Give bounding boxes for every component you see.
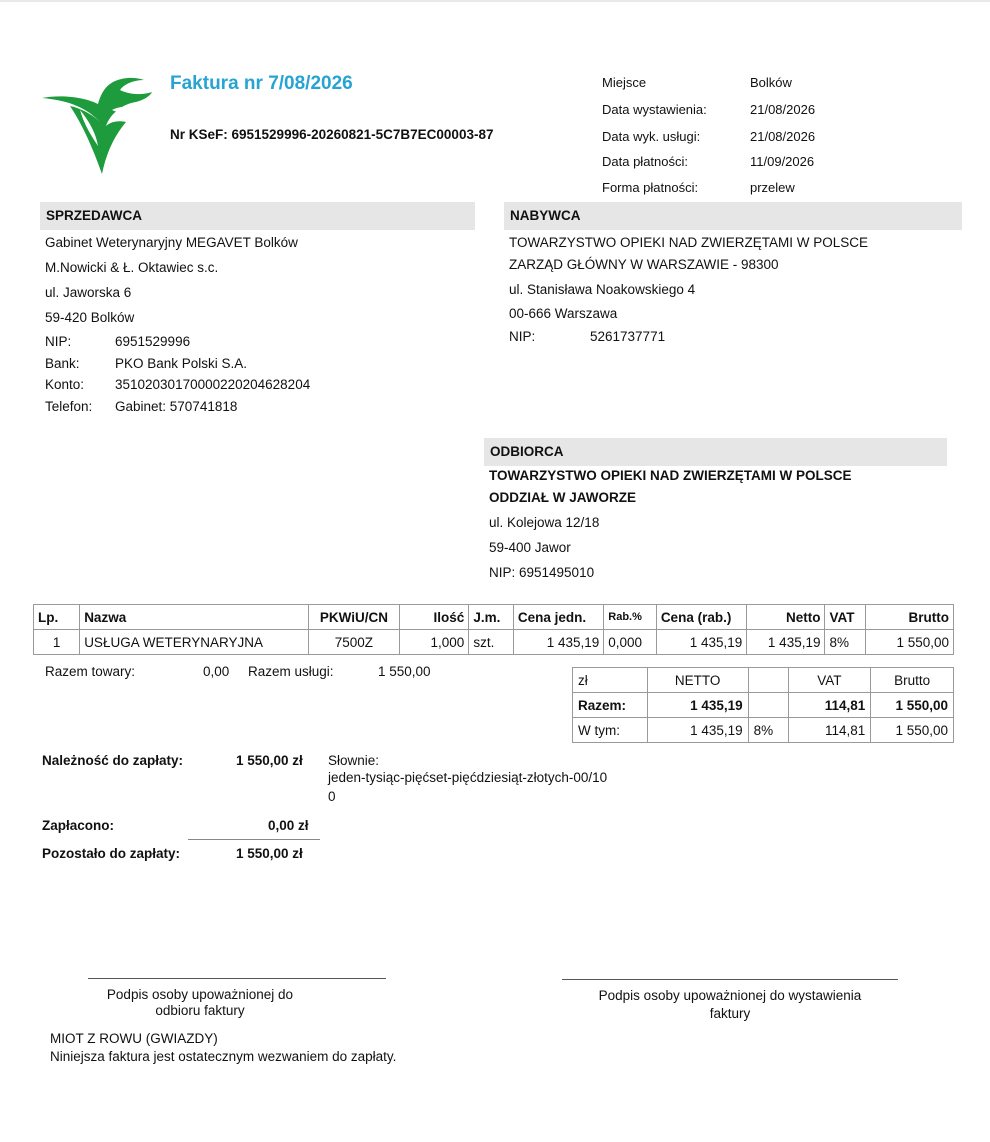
- cell-discount: 0,000: [604, 630, 657, 655]
- vat-gross-header: Brutto: [871, 668, 954, 693]
- footer-note: MIOT Z ROWU (GWIAZDY): [50, 1031, 218, 1046]
- recipient-line: ul. Kolejowa 12/18: [489, 515, 600, 530]
- cell-net: 1 435,19: [747, 630, 825, 655]
- vat-total-net: 1 435,19: [647, 693, 748, 718]
- col-qty: Ilość: [399, 605, 469, 630]
- col-lp: Lp.: [34, 605, 80, 630]
- remaining-amount: 1 550,00 zł: [236, 846, 303, 861]
- vat-total-rate: [748, 693, 788, 718]
- col-discount: Rab.%: [604, 605, 657, 630]
- vat-currency: zł: [573, 668, 648, 693]
- paid-label: Zapłacono:: [42, 818, 115, 833]
- amount-words: jeden-tysiąc-pięćset-pięćdziesiąt-złotych-00/10: [328, 770, 608, 785]
- seller-nip: 6951529996: [115, 334, 191, 349]
- meta-issue-date-value: 21/08/2026: [750, 102, 816, 117]
- seller-account-label: Konto:: [45, 377, 85, 392]
- remaining-label: Pozostało do zapłaty:: [42, 846, 181, 861]
- seller-line: ul. Jaworska 6: [45, 285, 132, 300]
- vat-total-vat: 114,81: [788, 693, 871, 718]
- seller-line: M.Nowicki & Ł. Oktawiec s.c.: [45, 260, 219, 275]
- buyer-line: ul. Stanisława Noakowskiego 4: [509, 282, 696, 297]
- seller-line: 59-420 Bolków: [45, 310, 135, 325]
- items-header-row: [34, 605, 954, 630]
- vat-incl-row: [573, 718, 954, 743]
- amount-due: 1 550,00 zł: [236, 753, 303, 768]
- page-top-border: [0, 0, 990, 2]
- invoice-title: Faktura nr 7/08/2026: [170, 73, 353, 94]
- receiver-signature-caption: odbioru faktury: [155, 1003, 245, 1018]
- col-gross: Brutto: [866, 605, 954, 630]
- vat-incl-net: 1 435,19: [647, 718, 748, 743]
- seller-bank-label: Bank:: [45, 356, 80, 371]
- services-total: 1 550,00: [378, 664, 431, 679]
- col-unit: J.m.: [469, 605, 514, 630]
- company-logo-icon: [40, 74, 152, 178]
- recipient-line-bold: TOWARZYSTWO OPIEKI NAD ZWIERZĘTAMI W POLSCE: [489, 468, 852, 483]
- vat-incl-gross: 1 550,00: [871, 718, 954, 743]
- table-row: [34, 630, 954, 655]
- receiver-signature-caption: Podpis osoby upoważnionej do: [106, 987, 294, 1002]
- issuer-signature-line: [562, 979, 898, 980]
- col-price: Cena jedn.: [513, 605, 603, 630]
- vat-incl-label: W tym:: [573, 718, 648, 743]
- meta-issue-date-label: Data wystawienia:: [602, 102, 707, 117]
- paid-divider: [188, 839, 320, 840]
- vat-header-row: [573, 668, 954, 693]
- cell-qty: 1,000: [399, 630, 469, 655]
- meta-service-date-value: 21/08/2026: [750, 129, 816, 144]
- cell-vat: 8%: [825, 630, 866, 655]
- cell-price: 1 435,19: [513, 630, 603, 655]
- buyer-nip: 5261737771: [590, 329, 666, 344]
- vat-total-row: [573, 693, 954, 718]
- col-pkwiu: PKWiU/CN: [309, 605, 399, 630]
- seller-account: 35102030170000220204628204: [115, 377, 311, 392]
- meta-payment-method-label: Forma płatności:: [602, 180, 699, 195]
- buyer-nip-label: NIP:: [509, 329, 536, 344]
- receiver-signature-line: [88, 978, 386, 979]
- meta-payment-date-label: Data płatności:: [602, 154, 688, 169]
- vat-incl-vat: 114,81: [788, 718, 871, 743]
- recipient-line: 59-400 Jawor: [489, 540, 571, 555]
- recipient-line: NIP: 6951495010: [489, 565, 595, 580]
- seller-phone-label: Telefon:: [45, 399, 93, 414]
- col-name: Nazwa: [80, 605, 309, 630]
- items-table: [33, 604, 954, 655]
- col-net: Netto: [747, 605, 825, 630]
- cell-lp: 1: [34, 630, 80, 655]
- seller-line: Gabinet Weterynaryjny MEGAVET Bolków: [45, 235, 298, 250]
- amount-due-label: Należność do zapłaty:: [42, 753, 184, 768]
- vat-incl-rate: 8%: [748, 718, 788, 743]
- meta-service-date-label: Data wyk. usługi:: [602, 129, 701, 144]
- vat-summary-table: [572, 667, 954, 743]
- buyer-heading: NABYWCA: [504, 202, 962, 230]
- cell-unit: szt.: [469, 630, 514, 655]
- goods-total-label: Razem towary:: [45, 664, 136, 679]
- paid-amount: 0,00 zł: [268, 818, 309, 833]
- seller-nip-label: NIP:: [45, 334, 72, 349]
- footer-notice: Niniejsza faktura jest ostatecznym wezwaniem do zapłaty.: [50, 1049, 397, 1064]
- amount-words-cont: 0: [328, 789, 336, 804]
- buyer-line: 00-666 Warszawa: [509, 306, 618, 321]
- ksef-number: Nr KSeF: 6951529996-20260821-5C7B7EC00003-87: [170, 127, 494, 142]
- buyer-line: TOWARZYSTWO OPIEKI NAD ZWIERZĘTAMI W POLSCE: [509, 235, 869, 250]
- cell-price-disc: 1 435,19: [656, 630, 746, 655]
- col-vat: VAT: [825, 605, 866, 630]
- amount-words-label: Słownie:: [328, 753, 380, 768]
- issuer-signature-caption: Podpis osoby upoważnionej do wystawienia: [598, 988, 862, 1003]
- recipient-heading: ODBIORCA: [484, 438, 947, 466]
- meta-place-label: Miejsce: [602, 75, 647, 90]
- cell-pkwiu: 7500Z: [309, 630, 399, 655]
- issuer-signature-caption: faktury: [709, 1006, 751, 1021]
- seller-bank: PKO Bank Polski S.A.: [115, 356, 248, 371]
- goods-total: 0,00: [203, 664, 230, 679]
- vat-vat-header: VAT: [788, 668, 871, 693]
- recipient-line-bold: ODDZIAŁ W JAWORZE: [489, 490, 636, 505]
- cell-gross: 1 550,00: [866, 630, 954, 655]
- seller-heading: SPRZEDAWCA: [40, 202, 475, 230]
- vat-total-label: Razem:: [573, 693, 648, 718]
- seller-phone: Gabinet: 570741818: [115, 399, 238, 414]
- vat-total-gross: 1 550,00: [871, 693, 954, 718]
- meta-payment-method-value: przelew: [750, 180, 795, 195]
- vat-rate-header: [748, 668, 788, 693]
- vat-net-header: NETTO: [647, 668, 748, 693]
- meta-place-value: Bolków: [750, 75, 792, 90]
- services-total-label: Razem usługi:: [248, 664, 334, 679]
- col-price-disc: Cena (rab.): [656, 605, 746, 630]
- buyer-line: ZARZĄD GŁÓWNY W WARSZAWIE - 98300: [509, 257, 779, 272]
- cell-name: USŁUGA WETERYNARYJNA: [80, 630, 309, 655]
- meta-payment-date-value: 11/09/2026: [750, 154, 815, 169]
